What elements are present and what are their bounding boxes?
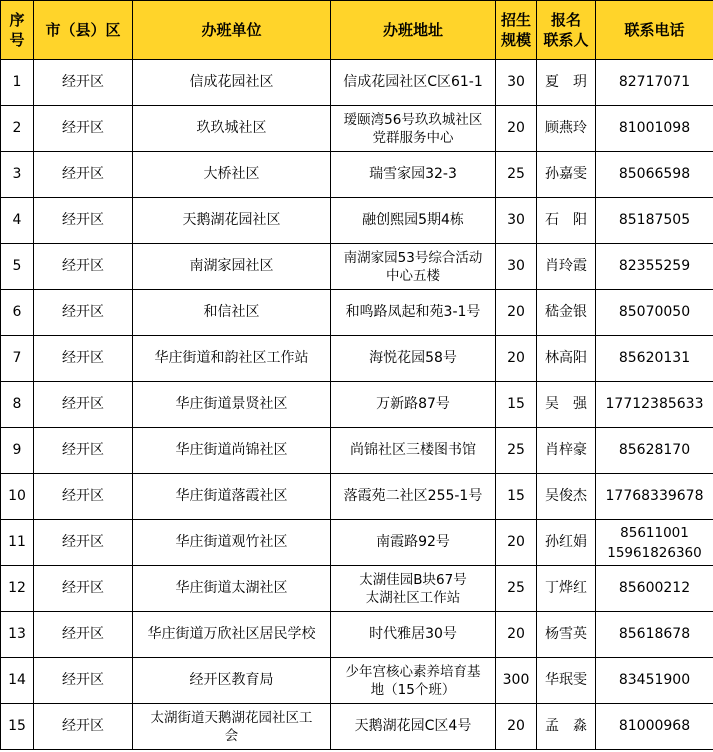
table-row xyxy=(1,152,713,198)
contact-cell: 丁烨红 xyxy=(537,566,596,612)
address-cell-line: 尚锦社区三楼图书馆 xyxy=(350,442,476,458)
district-cell: 经开区 xyxy=(34,290,133,336)
district-cell: 经开区 xyxy=(34,658,133,704)
unit-cell-line: 和信社区 xyxy=(203,304,260,320)
phone-cell-line: 17768339678 xyxy=(605,488,704,504)
unit-cell xyxy=(133,60,331,106)
contact-cell: 孟 淼 xyxy=(537,704,596,750)
unit-cell-line: 华庄街道和韵社区工作站 xyxy=(154,350,309,366)
phone-cell xyxy=(596,60,713,106)
phone-cell-line: 15961826360 xyxy=(607,544,702,561)
header-seq: 序 号 xyxy=(1,1,34,60)
address-cell xyxy=(331,198,496,244)
phone-cell-line: 82717071 xyxy=(618,74,691,90)
address-cell-line: 太湖佳园B块67号 xyxy=(359,571,467,588)
phone-cell-line: 81001098 xyxy=(618,120,691,136)
phone-cell-line: 83451900 xyxy=(618,672,691,688)
scale-cell: 25 xyxy=(496,566,537,612)
scale-cell: 25 xyxy=(496,428,537,474)
phone-cell-line: 82355259 xyxy=(618,258,691,274)
seq-cell: 12 xyxy=(1,566,34,612)
address-cell xyxy=(331,382,496,428)
table-row xyxy=(1,106,713,152)
unit-cell-line: 天鹅湖花园社区 xyxy=(182,212,281,228)
address-cell xyxy=(331,60,496,106)
unit-cell xyxy=(133,382,331,428)
contact-cell: 孙嘉雯 xyxy=(537,152,596,198)
address-cell-line: 和鸣路凤起和苑3-1号 xyxy=(345,304,481,320)
phone-cell xyxy=(596,520,713,566)
unit-cell xyxy=(133,658,331,704)
scale-cell: 20 xyxy=(496,336,537,382)
address-cell xyxy=(331,566,496,612)
unit-cell xyxy=(133,198,331,244)
unit-cell xyxy=(133,106,331,152)
address-cell xyxy=(331,704,496,750)
header-phone: 联系电话 xyxy=(596,1,713,60)
table-row xyxy=(1,244,713,290)
address-cell xyxy=(331,428,496,474)
table-row xyxy=(1,60,713,106)
scale-cell: 25 xyxy=(496,152,537,198)
header-district: 市（县）区 xyxy=(34,1,133,60)
address-cell xyxy=(331,106,496,152)
address-cell-line: 信成花园社区C区61-1 xyxy=(343,74,483,90)
header-scale: 招生 规模 xyxy=(496,1,537,60)
table-row xyxy=(1,566,713,612)
district-cell: 经开区 xyxy=(34,198,133,244)
unit-cell xyxy=(133,566,331,612)
table-row xyxy=(1,198,713,244)
header-contact: 报名 联系人 xyxy=(537,1,596,60)
seq-cell: 15 xyxy=(1,704,34,750)
phone-cell xyxy=(596,704,713,750)
seq-cell: 7 xyxy=(1,336,34,382)
unit-cell xyxy=(133,428,331,474)
unit-cell xyxy=(133,704,331,750)
contact-cell: 林高阳 xyxy=(537,336,596,382)
scale-cell: 20 xyxy=(496,520,537,566)
district-cell: 经开区 xyxy=(34,566,133,612)
scale-cell: 15 xyxy=(496,382,537,428)
address-cell-line: 海悦花园58号 xyxy=(369,350,457,366)
address-cell-line: 中心五楼 xyxy=(386,267,440,284)
phone-cell xyxy=(596,106,713,152)
phone-cell xyxy=(596,244,713,290)
unit-cell xyxy=(133,336,331,382)
district-cell: 经开区 xyxy=(34,612,133,658)
district-cell: 经开区 xyxy=(34,336,133,382)
address-cell-line: 少年宫核心素养培育基 xyxy=(345,663,481,680)
seq-cell: 6 xyxy=(1,290,34,336)
address-cell xyxy=(331,152,496,198)
phone-cell xyxy=(596,290,713,336)
table-row xyxy=(1,658,713,704)
unit-cell-line: 经开区教育局 xyxy=(189,672,274,688)
phone-cell-line: 85187505 xyxy=(618,212,691,228)
address-cell-line: 地（15个班） xyxy=(370,681,456,698)
phone-cell-line: 85628170 xyxy=(618,442,691,458)
unit-cell xyxy=(133,612,331,658)
unit-cell xyxy=(133,290,331,336)
unit-cell-line: 太湖街道天鹅湖花园社区工 xyxy=(150,709,313,726)
phone-cell xyxy=(596,566,713,612)
phone-cell-line: 85600212 xyxy=(618,580,691,596)
scale-cell: 20 xyxy=(496,612,537,658)
district-cell: 经开区 xyxy=(34,244,133,290)
seq-cell: 3 xyxy=(1,152,34,198)
header-row xyxy=(1,1,713,60)
scale-cell: 30 xyxy=(496,244,537,290)
contact-cell: 嵇金银 xyxy=(537,290,596,336)
seq-cell: 4 xyxy=(1,198,34,244)
header-unit: 办班单位 xyxy=(133,1,331,60)
contact-cell: 吴俊杰 xyxy=(537,474,596,520)
phone-cell xyxy=(596,428,713,474)
phone-cell-line: 85611001 xyxy=(620,524,689,541)
seq-cell: 14 xyxy=(1,658,34,704)
phone-cell xyxy=(596,658,713,704)
address-cell-line: 党群服务中心 xyxy=(372,129,454,146)
seq-cell: 2 xyxy=(1,106,34,152)
contact-cell: 顾燕玲 xyxy=(537,106,596,152)
district-cell: 经开区 xyxy=(34,474,133,520)
unit-cell xyxy=(133,152,331,198)
scale-cell: 20 xyxy=(496,704,537,750)
address-cell xyxy=(331,290,496,336)
contact-cell: 石 阳 xyxy=(537,198,596,244)
seq-cell: 9 xyxy=(1,428,34,474)
table-row xyxy=(1,704,713,750)
district-cell: 经开区 xyxy=(34,106,133,152)
table-row xyxy=(1,290,713,336)
table-row xyxy=(1,336,713,382)
address-cell-line: 南霞路92号 xyxy=(376,534,450,550)
address-cell-line: 融创熙园5期4栋 xyxy=(362,212,464,228)
seq-cell: 10 xyxy=(1,474,34,520)
seq-cell: 5 xyxy=(1,244,34,290)
phone-cell xyxy=(596,152,713,198)
contact-cell: 吴 强 xyxy=(537,382,596,428)
phone-cell xyxy=(596,612,713,658)
contact-cell: 杨雪英 xyxy=(537,612,596,658)
address-cell-line: 天鹅湖花园C区4号 xyxy=(354,718,472,734)
unit-cell-line: 华庄街道尚锦社区 xyxy=(175,442,288,458)
phone-cell-line: 81000968 xyxy=(618,718,691,734)
phone-cell xyxy=(596,382,713,428)
address-cell xyxy=(331,336,496,382)
scale-cell: 30 xyxy=(496,198,537,244)
scale-cell: 20 xyxy=(496,290,537,336)
phone-cell-line: 85620131 xyxy=(618,350,691,366)
district-cell: 经开区 xyxy=(34,520,133,566)
contact-cell: 肖梓豪 xyxy=(537,428,596,474)
unit-cell xyxy=(133,520,331,566)
unit-cell-line: 大桥社区 xyxy=(203,166,260,182)
unit-cell xyxy=(133,474,331,520)
address-cell-line: 落霞苑二社区255-1号 xyxy=(343,488,483,504)
table-row xyxy=(1,428,713,474)
unit-cell xyxy=(133,244,331,290)
unit-cell-line: 华庄街道景贤社区 xyxy=(175,396,288,412)
unit-cell-line: 华庄街道万欣社区居民学校 xyxy=(147,626,316,642)
unit-cell-line: 南湖家园社区 xyxy=(189,258,274,274)
table-row xyxy=(1,612,713,658)
address-cell xyxy=(331,474,496,520)
scale-cell: 300 xyxy=(496,658,537,704)
header-address: 办班地址 xyxy=(331,1,496,60)
contact-cell: 肖玲霞 xyxy=(537,244,596,290)
phone-cell-line: 85066598 xyxy=(618,166,691,182)
unit-cell-line: 信成花园社区 xyxy=(189,74,274,90)
seq-cell: 13 xyxy=(1,612,34,658)
address-cell xyxy=(331,612,496,658)
district-cell: 经开区 xyxy=(34,382,133,428)
district-cell: 经开区 xyxy=(34,60,133,106)
unit-cell-line: 华庄街道太湖社区 xyxy=(175,580,288,596)
seq-cell: 8 xyxy=(1,382,34,428)
phone-cell-line: 17712385633 xyxy=(605,396,704,412)
table-row xyxy=(1,474,713,520)
table-row xyxy=(1,520,713,566)
seq-cell: 1 xyxy=(1,60,34,106)
address-cell-line: 太湖社区工作站 xyxy=(365,589,461,606)
contact-cell: 华珉雯 xyxy=(537,658,596,704)
scale-cell: 20 xyxy=(496,106,537,152)
contact-cell: 孙红娟 xyxy=(537,520,596,566)
district-cell: 经开区 xyxy=(34,704,133,750)
phone-cell xyxy=(596,198,713,244)
table-row xyxy=(1,382,713,428)
contact-cell: 夏 玥 xyxy=(537,60,596,106)
address-cell-line: 瑷颐湾56号玖玖城社区 xyxy=(343,111,483,128)
seq-cell: 11 xyxy=(1,520,34,566)
unit-cell-line: 会 xyxy=(224,727,239,744)
address-cell xyxy=(331,244,496,290)
district-cell: 经开区 xyxy=(34,428,133,474)
scale-cell: 15 xyxy=(496,474,537,520)
phone-cell xyxy=(596,474,713,520)
address-cell-line: 时代雅居30号 xyxy=(369,626,457,642)
unit-cell-line: 玖玖城社区 xyxy=(196,120,267,136)
unit-cell-line: 华庄街道观竹社区 xyxy=(175,534,288,550)
scale-cell: 30 xyxy=(496,60,537,106)
address-cell-line: 南湖家园53号综合活动 xyxy=(343,249,483,266)
phone-cell xyxy=(596,336,713,382)
address-cell-line: 瑞雪家园32-3 xyxy=(369,166,457,182)
phone-cell-line: 85070050 xyxy=(618,304,691,320)
address-cell xyxy=(331,658,496,704)
district-cell: 经开区 xyxy=(34,152,133,198)
unit-cell-line: 华庄街道落霞社区 xyxy=(175,488,288,504)
phone-cell-line: 85618678 xyxy=(618,626,691,642)
address-cell-line: 万新路87号 xyxy=(376,396,450,412)
table-body xyxy=(1,60,713,750)
address-cell xyxy=(331,520,496,566)
